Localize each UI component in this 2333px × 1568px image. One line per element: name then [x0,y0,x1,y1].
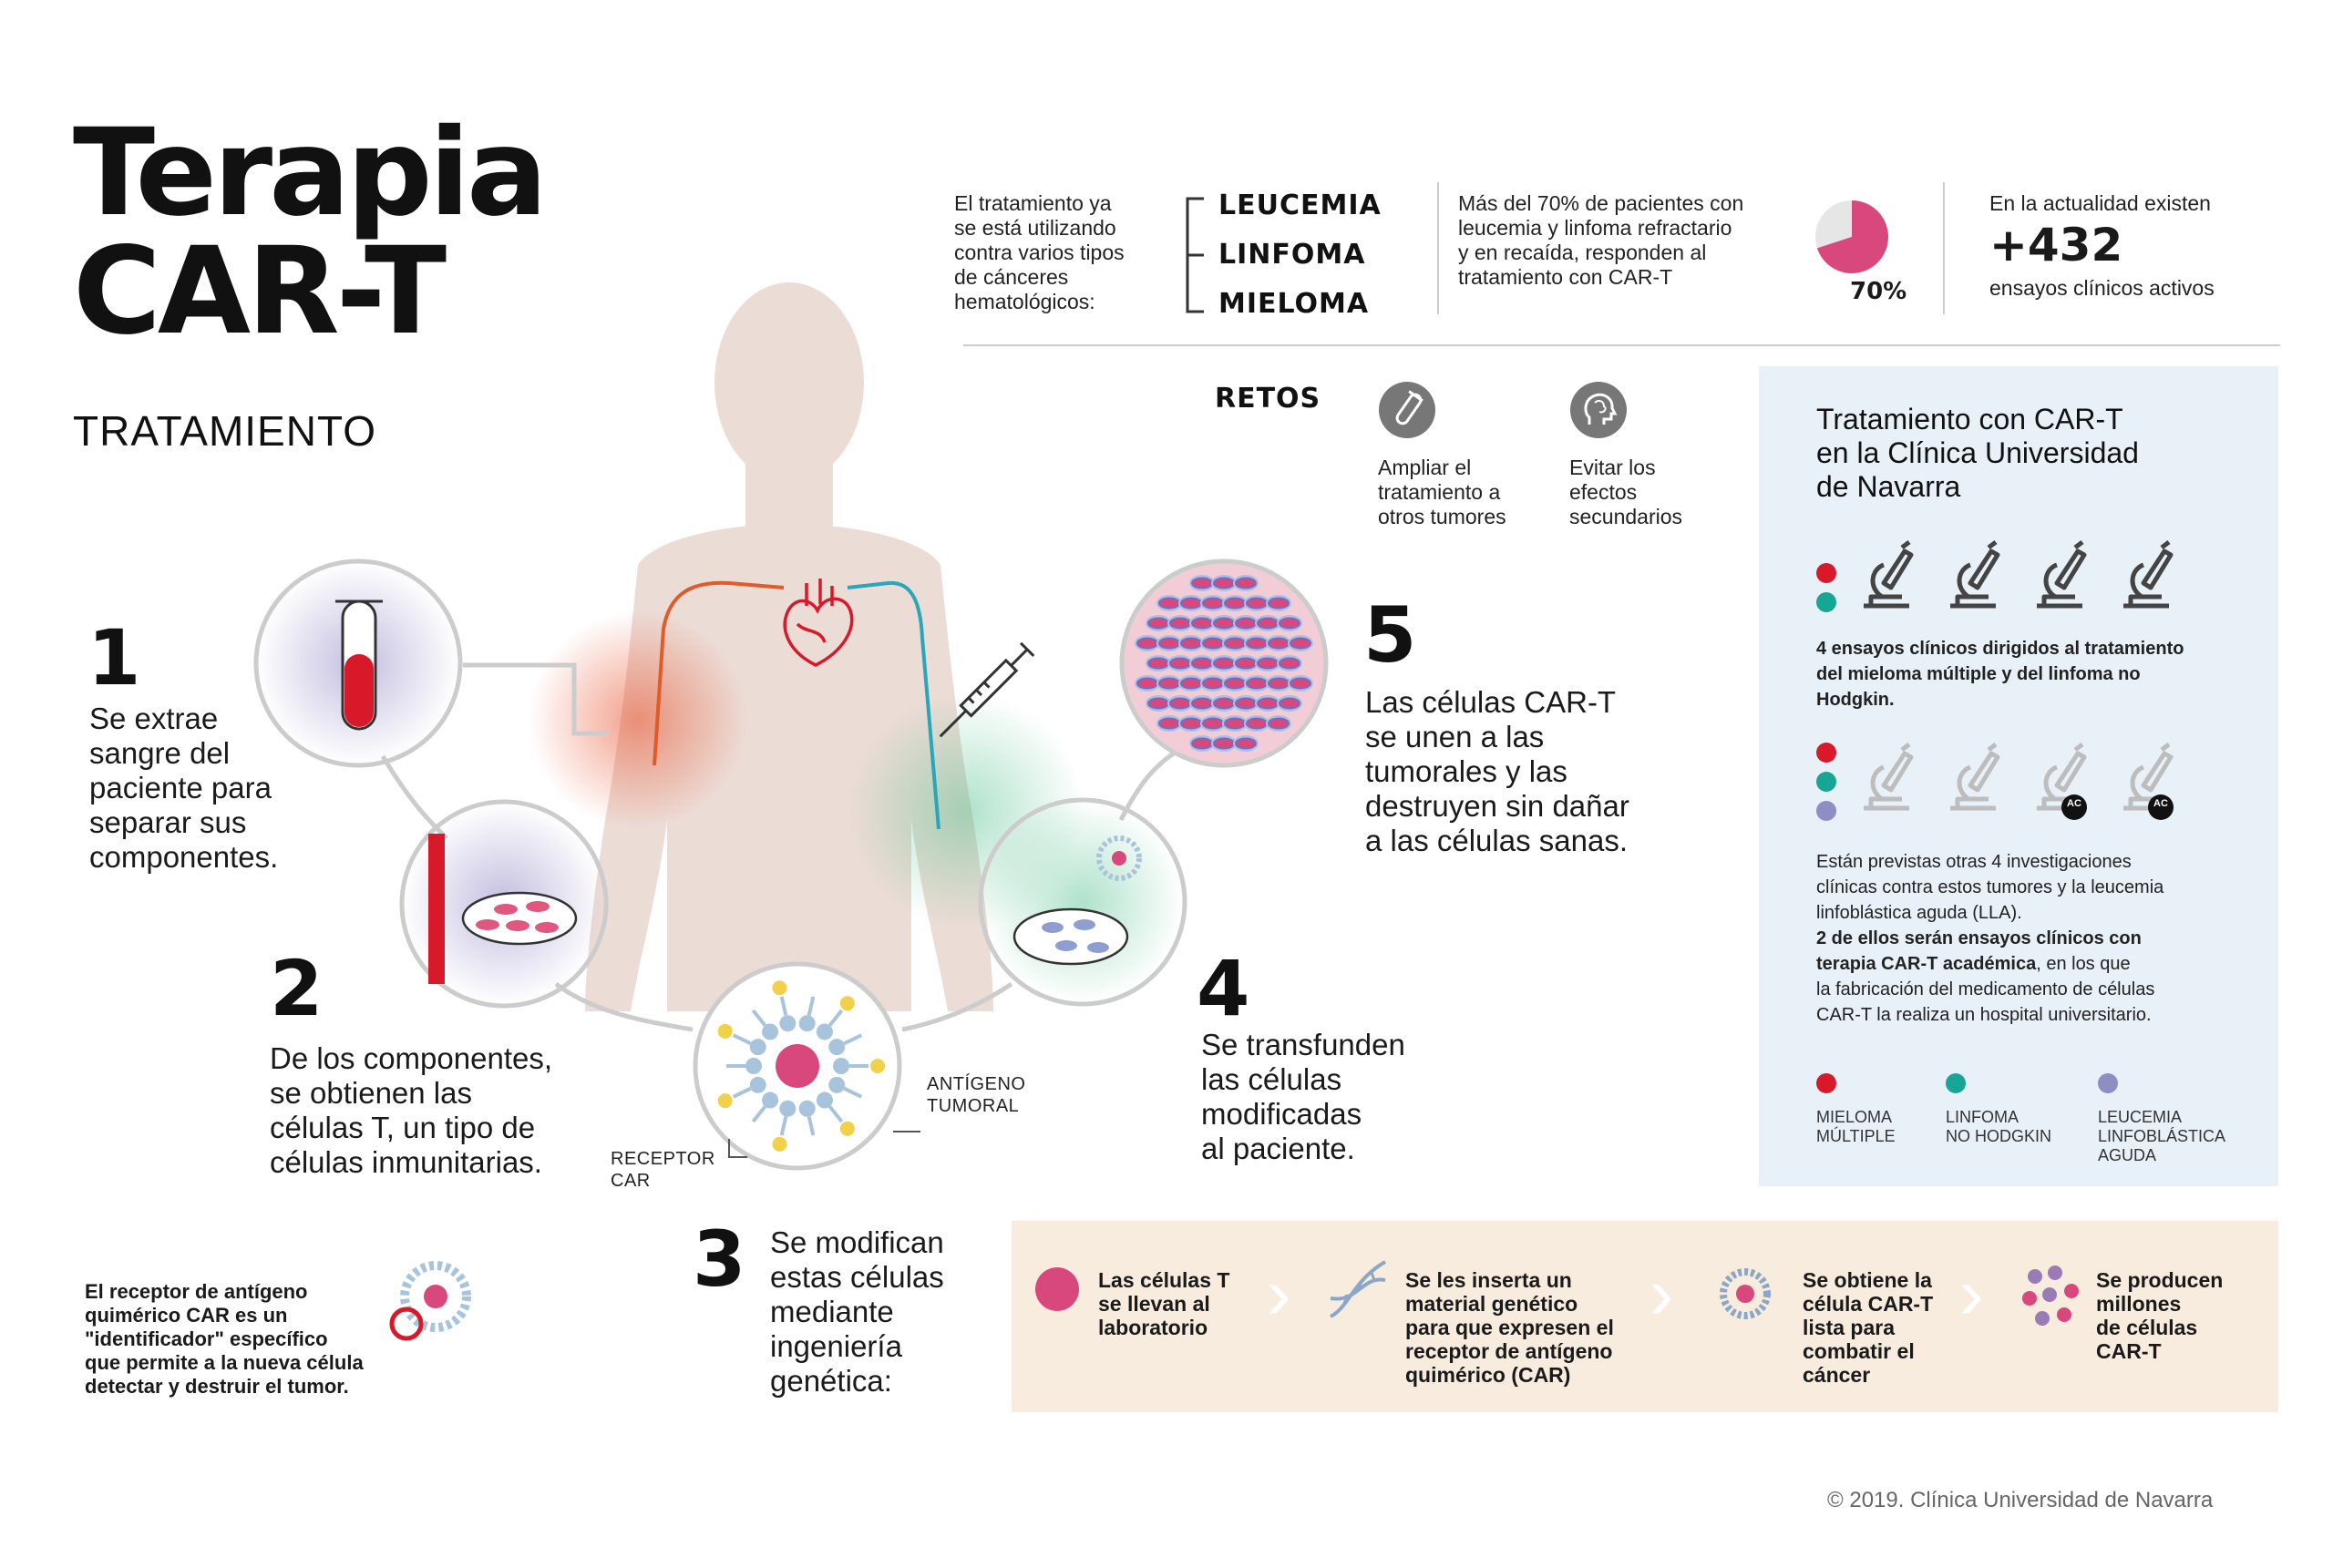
car-cell-icon [383,1253,483,1353]
tumor-cell [1290,639,1310,649]
clinic-panel-title: Tratamiento con CAR-T en la Clínica Universidad de Navarra [1816,403,2139,503]
label-leader-lines [601,1121,930,1175]
trials-count: +432 [1989,219,2123,272]
microscope-icon [1950,744,1998,808]
receptor-node [750,1039,766,1055]
active-trials-microscopes [1859,538,2242,620]
step-4-text: Se transfunden las células modificadas al paciente. [1201,1028,1405,1165]
antigen-node [840,996,855,1010]
copyright: © 2019. Clínica Universidad de Navarra [1827,1488,2214,1512]
tumor-cell [1247,719,1267,729]
cells-cluster-icon [2019,1262,2091,1335]
tumor-cell [1225,719,1245,729]
receptor-node [828,1077,845,1093]
t-cell-icon [1030,1262,1084,1317]
legend-leukemia-label: LEUCEMIA LINFOBLÁSTICA AGUDA [2098,1108,2226,1164]
legend-leukemia-dot [2098,1073,2118,1093]
tumor-cell [1170,619,1190,629]
myeloma-dot [1816,743,1836,763]
step-4-number: 4 [1197,944,1250,1033]
tumor-cell [1258,659,1278,669]
receptor-node [817,1092,833,1109]
tumor-cell [1290,679,1310,689]
receptor-node [828,1039,845,1055]
step-1-text: Se extrae sangre del paciente para separar sus componentes. [89,702,279,874]
transfusion-circle [981,800,1185,1004]
tumor-cell [1181,639,1201,649]
tumor-cell [1269,679,1289,689]
antigen-label: ANTÍGENO TUMORAL [927,1074,1026,1116]
tumor-cell [1247,639,1267,649]
tumor-cell [1192,739,1212,749]
blood-extraction-circle [256,561,460,765]
tumor-cell [1280,659,1300,669]
receptor-node [762,1023,778,1040]
academic-badge: AC [2067,798,2081,809]
leukemia-dot [1816,801,1836,821]
microscope-icon [1864,744,1911,808]
receptor-node [817,1023,833,1040]
tumor-cell [1236,659,1256,669]
cancer-linfoma: LINFOMA [1218,239,1366,271]
pie-percent-label: 70% [1850,278,1907,305]
tumor-cell [1269,719,1289,729]
legend-lymphoma-label: LINFOMA NO HODGKIN [1946,1108,2052,1145]
legend-lymphoma-dot [1946,1073,1966,1093]
trials-label: ensayos clínicos activos [1989,276,2215,300]
process-step-3: Se obtiene la célula CAR-T lista para combatir el cáncer [1803,1268,1934,1387]
tumor-cell [1181,719,1201,729]
tumor-cell [1214,579,1234,589]
receptor-node [799,1101,816,1117]
receptor-node [745,1058,762,1074]
academic-badge: AC [2153,798,2168,809]
tumor-cell [1236,619,1256,629]
tumor-cell [1236,579,1256,589]
step-2-text: De los componentes, se obtienen las células T, un tipo de células inmunitarias. [270,1041,553,1179]
lymphoma-dot [1816,592,1836,612]
chevron-right-icon: › [1267,1253,1291,1334]
tumor-cell [1148,659,1168,669]
step-3-number: 3 [693,1214,746,1304]
tumor-cell [1192,699,1212,709]
chevron-right-icon: › [1959,1253,1984,1334]
tumor-cell [1214,619,1234,629]
page-subtitle: TRATAMIENTO [73,407,376,455]
process-step-4: Se producen millones de células CAR-T [2096,1268,2224,1363]
cancer-leucemia: LEUCEMIA [1218,190,1382,221]
trials-intro: En la actualidad existen [1989,191,2211,215]
legend-myeloma-dot [1816,1073,1836,1093]
tumor-cell [1214,659,1234,669]
tumor-cell [1159,639,1179,649]
antigen-node [718,1093,733,1108]
reto-2-text: Evitar los efectos secundarios [1569,456,1683,528]
tumor-cell [1203,599,1223,609]
tumor-cell [1181,599,1201,609]
planned-trials-microscopes [1859,740,2242,831]
step-5-number: 5 [1363,590,1417,680]
tumor-cell [1159,719,1179,729]
antigen-node [772,980,786,995]
clinic-paragraph-2: Están previstas otras 4 investigaciones clínicas contra estos tumores y la leucemia linfoblástica aguda (LLA). 2 de ellos serán ensayos clínicos con terapia CAR-T académica, en los que la fabricación del medicamento de células CAR-T la realiza un hospital universitario. [1816,852,2164,1025]
tumor-cell [1192,659,1212,669]
t-cells-circle [402,802,606,1006]
receptor-node [833,1058,849,1074]
receptor-node [762,1092,778,1109]
tumor-destruction-circle [1122,561,1326,765]
treatment-intro: El tratamiento ya se está utilizando contra varios tipos de cánceres hematológicos: [954,191,1125,313]
retos-title: RETOS [1215,383,1321,415]
microscope-icon [2037,542,2084,606]
tumor-cell [1203,719,1223,729]
tumor-cell [1280,699,1300,709]
response-text: Más del 70% de pacientes con leucemia y linfoma refractario y en recaída, responden al tratamiento con CAR-T [1458,191,1744,289]
tumor-cell [1214,739,1234,749]
tumor-cell [1247,679,1267,689]
process-step-1: Las células T se llevan al laboratorio [1098,1268,1230,1339]
tumor-cell [1247,599,1267,609]
tumor-cell [1214,699,1234,709]
cancer-mieloma: MIELOMA [1218,288,1370,320]
tumor-cell [1203,639,1223,649]
step-3-text: Se modifican estas células mediante ingeniería genética: [770,1225,944,1398]
clinic-paragraph-1: 4 ensayos clínicos dirigidos al tratamiento del mieloma múltiple y del linfoma no Hodgkin. [1816,639,2184,710]
antigen-node [718,1024,733,1039]
receptor-label: RECEPTOR CAR [611,1149,715,1191]
tumor-cell [1170,659,1190,669]
microscope-icon [1950,542,1998,606]
tumor-cell [1280,619,1300,629]
tumor-cell [1137,639,1157,649]
lymphoma-dot [1816,772,1836,792]
microscope-icon [2123,542,2171,606]
car-note: El receptor de antígeno quimérico CAR es un "identificador" específico que permite a la nueva célula detectar y destruir el tumor. [85,1280,364,1398]
process-step-2: Se les inserta un material genético para que expresen el receptor de antígeno quimérico (CAR) [1405,1268,1614,1387]
microscope-icon [1864,542,1911,606]
step-1-number: 1 [87,613,141,702]
tumor-cell [1159,679,1179,689]
tumor-cell [1269,599,1289,609]
tumor-cell [1258,619,1278,629]
tumor-cell [1192,579,1212,589]
tumor-cell [1225,599,1245,609]
tumor-cell [1236,739,1256,749]
tumor-cell [1170,699,1190,709]
tumor-cell [1236,699,1256,709]
tumor-cell [1203,679,1223,689]
receptor-node [779,1015,796,1031]
step-2-number: 2 [270,944,324,1033]
reto-1-text: Ampliar el tratamiento a otros tumores [1378,456,1506,528]
tumor-cell [1148,619,1168,629]
tumor-cell [1181,679,1201,689]
step-5-text: Las células CAR-T se unen a las tumorales y las destruyen sin dañar a las células sanas. [1365,685,1629,857]
tumor-cell [1258,699,1278,709]
tumor-cell [1148,699,1168,709]
receptor-node [750,1077,766,1093]
chevron-right-icon: › [1650,1253,1674,1334]
tumor-cell [1225,679,1245,689]
tumor-cell [1137,679,1157,689]
dna-icon [1321,1253,1394,1326]
legend-myeloma-label: MIELOMA MÚLTIPLE [1816,1108,1896,1145]
receptor-node [799,1015,816,1031]
antigen-node [870,1059,885,1073]
myeloma-dot [1816,563,1836,583]
receptor-node [779,1101,796,1117]
car-t-cell-icon [1713,1262,1777,1326]
tumor-cell [1225,639,1245,649]
tumor-cell [1159,599,1179,609]
tumor-cell [1269,639,1289,649]
page-title: Terapia CAR-T [73,103,545,362]
tumor-cell [1192,619,1212,629]
